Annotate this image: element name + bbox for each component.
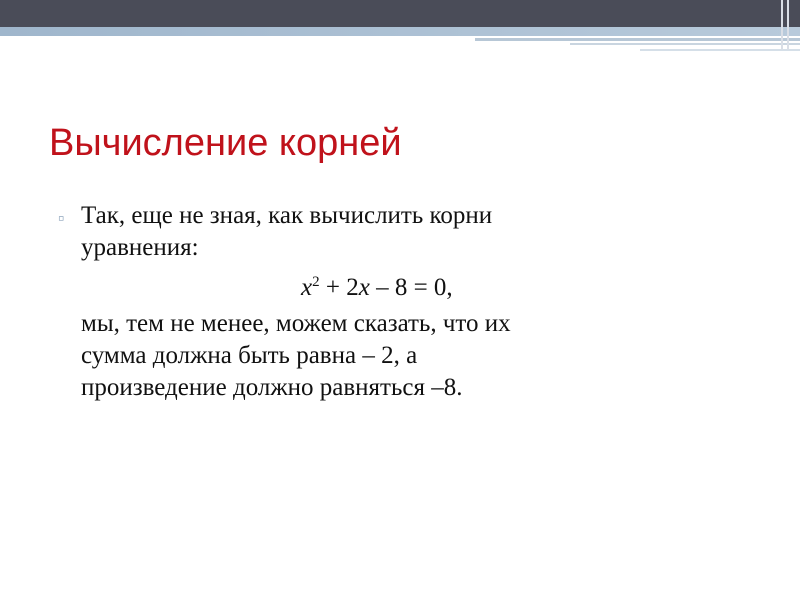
bullet-icon: ▫: [58, 208, 65, 228]
decorative-rule: [787, 0, 789, 50]
equation-variable: x: [301, 274, 313, 301]
paragraph-line: Так, еще не зная, как вычислить корни: [81, 202, 493, 229]
accent-line: [475, 38, 800, 41]
equation: [81, 272, 738, 304]
slide-title: Вычисление корней: [49, 122, 402, 164]
equation-variable: x: [358, 274, 370, 301]
header-bar: [0, 0, 800, 27]
paragraph-line: сумма должна быть равна – 2, а: [81, 342, 418, 369]
equation-term: + 2: [319, 274, 359, 301]
paragraph-line: мы, тем не менее, можем сказать, что их: [81, 310, 511, 337]
decorative-rule: [781, 0, 783, 50]
accent-line: [570, 43, 800, 45]
header-accent-band: [0, 27, 800, 36]
paragraph-line: уравнения:: [81, 234, 199, 261]
equation-term: – 8 = 0,: [369, 274, 453, 301]
bullet-item: [58, 200, 738, 404]
paragraph-line: произведение должно равняться –8.: [81, 374, 463, 401]
slide-content: [58, 200, 738, 404]
equation-exponent: 2: [312, 274, 320, 290]
accent-line: [640, 49, 800, 51]
